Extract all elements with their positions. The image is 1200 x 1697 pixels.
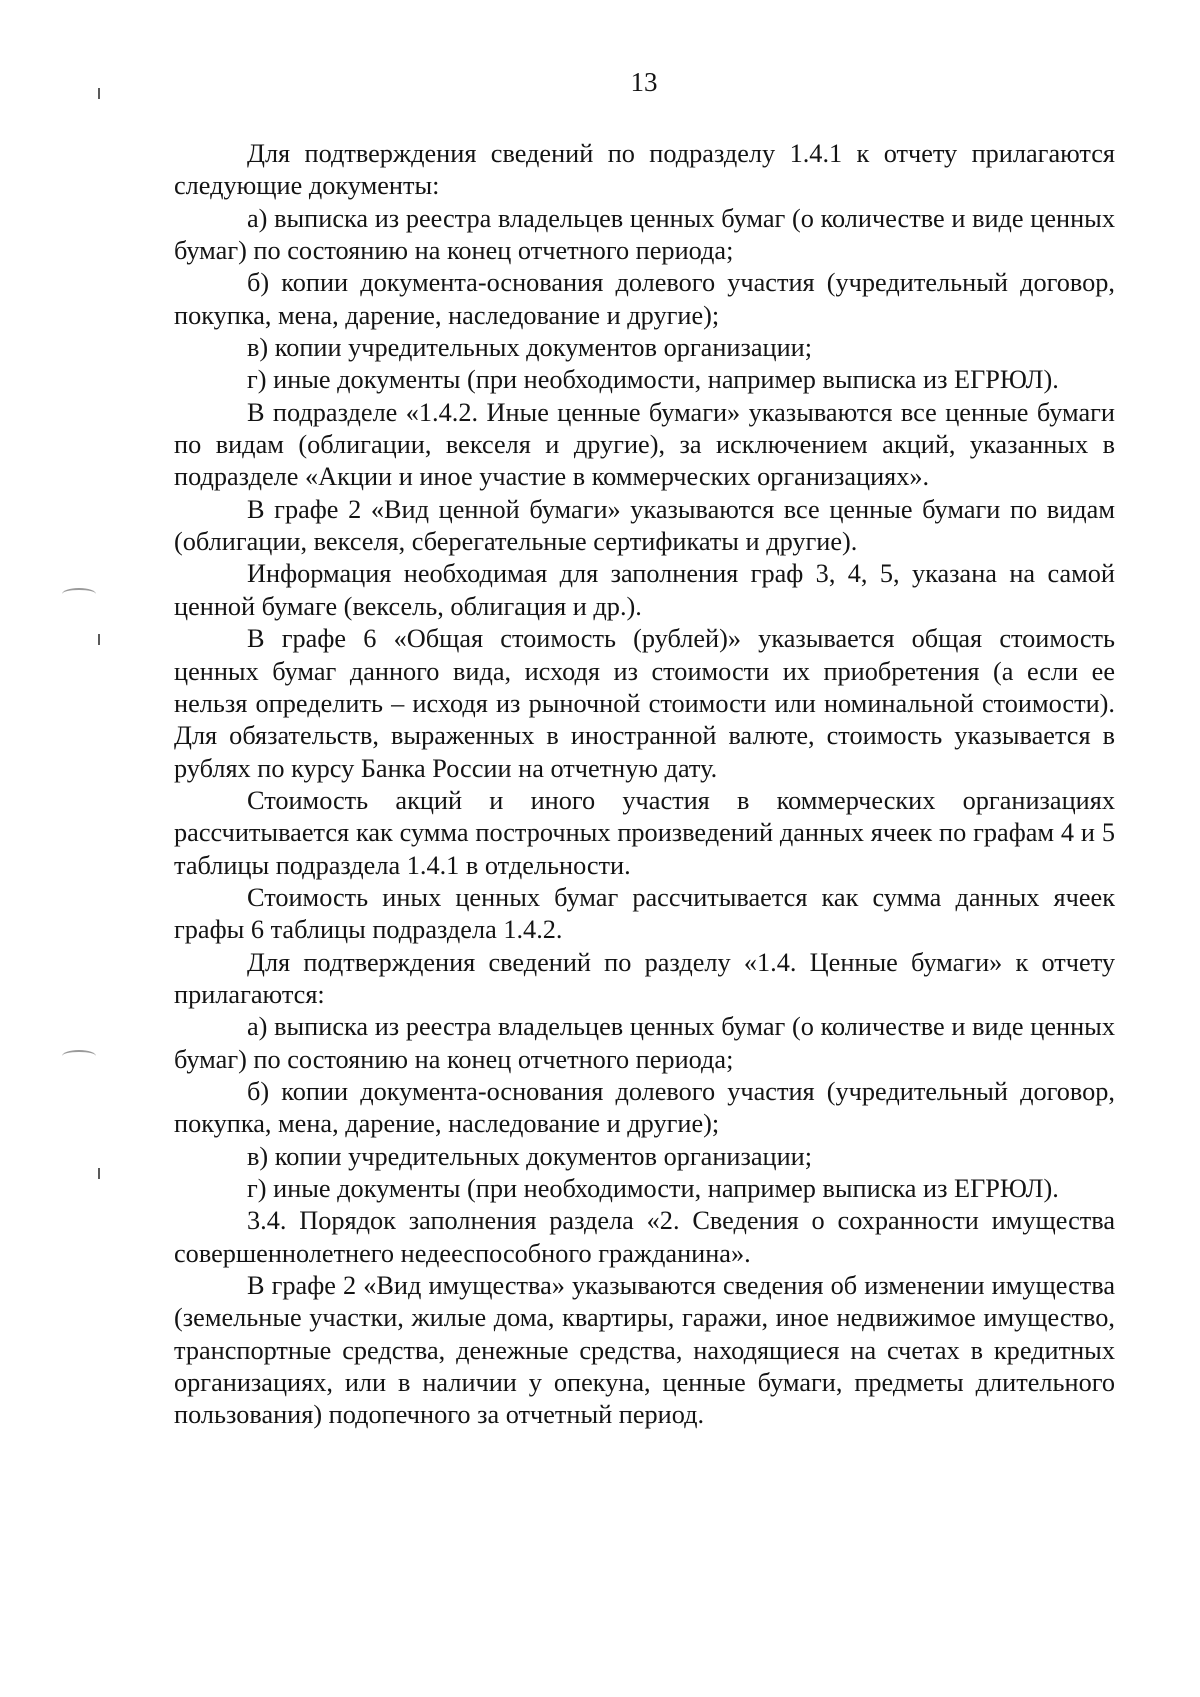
scan-tick-mark (98, 634, 100, 645)
scan-arc-mark (62, 588, 96, 600)
page-number: 13 (630, 67, 658, 97)
paragraph: В графе 2 «Вид имущества» указываются сведения об изменении имущества (земельные участки, жилые дома, квартиры, гаражи, иное недвижимое имущество, транспортные средства, денежные средства, находящиеся на счетах в кредитных организациях, или в наличии у опекуна, ценные бумаги, предметы длительного пользования) подопечного за отчетный период. (174, 1271, 1115, 1430)
paragraph: В графе 6 «Общая стоимость (рублей)» указывается общая стоимость ценных бумаг данного вида, исходя из стоимости их приобретения (а если ее нельзя определить – исходя из рыночной стоимости или номинальной стоимости). Для обязательств, выраженных в иностранной валюте, стоимость указывается в рублях по курсу Банка России на отчетную дату. (174, 624, 1115, 783)
paragraph: б) копии документа-основания долевого участия (учредительный договор, покупка, мена, дарение, наследование и другие); (174, 1076, 1115, 1139)
paragraph: а) выписка из реестра владельцев ценных бумаг (о количестве и виде ценных бумаг) по состоянию на конец отчетного периода; (174, 1012, 1115, 1074)
paragraph: Для подтверждения сведений по разделу «1.4. Ценные бумаги» к отчету прилагаются: (174, 947, 1115, 1009)
paragraph: г) иные документы (при необходимости, например выписка из ЕГРЮЛ). (247, 1174, 1059, 1203)
paragraph: Для подтверждения сведений по подразделу 1.4.1 к отчету прилагаются следующие документы: (174, 139, 1115, 201)
document-body (174, 138, 1115, 1432)
paragraph: Стоимость иных ценных бумаг рассчитывается как сумма данных ячеек графы 6 таблицы подраздела 1.4.2. (174, 882, 1115, 945)
paragraph: г) иные документы (при необходимости, например выписка из ЕГРЮЛ). (247, 365, 1059, 395)
paragraph: в) копии учредительных документов организации; (247, 1141, 813, 1171)
paragraph: в) копии учредительных документов организации; (247, 333, 813, 363)
scan-tick-mark (98, 1168, 100, 1179)
paragraph: В подразделе «1.4.2. Иные ценные бумаги» указываются все ценные бумаги по видам (облигации, векселя и другие), за исключением акций, указанных в подразделе «Акции и иное участие в коммерческих организациях». (174, 397, 1115, 492)
paragraph: Стоимость акций и иного участия в коммерческих организациях рассчитывается как сумма построчных произведений данных ячеек по графам 4 и 5 таблицы подраздела 1.4.1 в отдельности. (174, 785, 1115, 880)
paragraph: б) копии документа-основания долевого участия (учредительный договор, покупка, мена, дарение, наследование и другие); (174, 268, 1115, 330)
paragraph: В графе 2 «Вид ценной бумаги» указываются все ценные бумаги по видам (облигации, векселя, сберегательные сертификаты и другие). (174, 494, 1115, 557)
paragraph: 3.4. Порядок заполнения раздела «2. Сведения о сохранности имущества совершеннолетнего недееспособного гражданина». (174, 1206, 1115, 1268)
paragraph: Информация необходимая для заполнения граф 3, 4, 5, указана на самой ценной бумаге (вексель, облигация и др.). (174, 559, 1115, 621)
paragraph: а) выписка из реестра владельцев ценных бумаг (о количестве и виде ценных бумаг) по состоянию на конец отчетного периода; (174, 203, 1115, 266)
scan-arc-mark (62, 1050, 96, 1062)
